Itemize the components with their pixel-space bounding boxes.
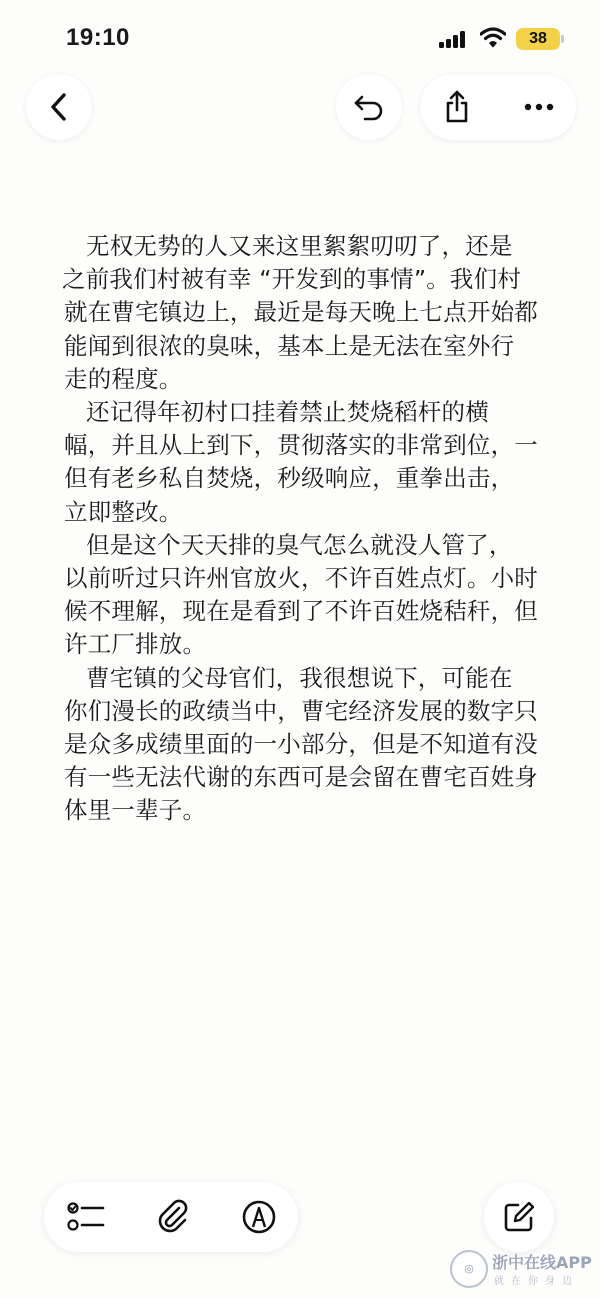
watermark-title: 浙中在线APP xyxy=(492,1253,592,1272)
more-horizontal-icon xyxy=(524,103,554,111)
battery-indicator: 38 xyxy=(516,28,560,50)
note-line: 立即整改。 xyxy=(64,497,183,526)
chevron-left-icon xyxy=(48,92,70,122)
status-time: 19:10 xyxy=(66,24,130,51)
note-body[interactable] xyxy=(64,230,584,828)
status-bar xyxy=(0,0,600,80)
markup-button[interactable] xyxy=(224,1182,294,1252)
undo-icon xyxy=(353,93,385,121)
share-icon xyxy=(443,90,471,124)
note-line: 曹宅镇的父母官们，我很想说下，可能在 xyxy=(86,663,513,692)
watermark xyxy=(448,1248,598,1290)
actions-group xyxy=(420,74,576,140)
note-line: 无权无势的人又来这里絮絮叨叨了，还是 xyxy=(86,232,513,260)
note-line: 许工厂排放。 xyxy=(64,630,207,659)
watermark-logo-icon: ◎ xyxy=(450,1250,488,1288)
watermark-subtitle: 就在你身边 xyxy=(494,1276,579,1287)
note-line: 走的程度。 xyxy=(64,364,183,393)
compose-button[interactable] xyxy=(484,1182,554,1252)
note-line: 但有老乡私自焚烧，秒级响应，重拳出击， xyxy=(64,464,515,493)
paperclip-icon xyxy=(157,1199,189,1235)
note-line: 就在曹宅镇边上，最近是每天晚上七点开始都 xyxy=(64,298,538,327)
note-line: 有一些无法代谢的东西可是会留在曹宅百姓身 xyxy=(64,763,538,792)
note-line: 但是这个天天排的臭气怎么就没人管了， xyxy=(86,530,513,559)
share-button[interactable] xyxy=(422,74,492,140)
cellular-signal-icon xyxy=(439,30,469,48)
note-line: 候不理解，现在是看到了不许百姓烧秸秆，但 xyxy=(64,597,538,626)
note-line: 是众多成绩里面的一小部分，但是不知道有没 xyxy=(64,730,538,759)
markup-pen-icon xyxy=(241,1199,277,1235)
note-line: 体里一辈子。 xyxy=(64,796,207,825)
checklist-button[interactable] xyxy=(52,1182,122,1252)
battery-tip xyxy=(561,35,564,43)
undo-button[interactable] xyxy=(336,74,402,140)
back-button[interactable] xyxy=(26,74,92,140)
more-button[interactable] xyxy=(504,74,574,140)
note-line: 还记得年初村口挂着禁止焚烧稻杆的横 xyxy=(86,398,489,427)
note-line: 能闻到很浓的臭味，基本上是无法在室外行 xyxy=(64,331,515,360)
note-line: 之前我们村被有幸 “开发到的事情”。我们村 xyxy=(62,265,522,294)
note-line: 你们漫长的政绩当中，曹宅经济发展的数字只 xyxy=(64,696,538,725)
compose-icon xyxy=(502,1200,536,1234)
note-line: 以前听过只许州官放火，不许百姓点灯。小时 xyxy=(64,564,538,593)
checklist-icon xyxy=(67,1200,107,1234)
attachment-button[interactable] xyxy=(138,1182,208,1252)
bottom-toolbar xyxy=(44,1182,298,1252)
wifi-icon xyxy=(480,26,506,48)
note-line: 幅，并且从上到下，贯彻落实的非常到位，一 xyxy=(64,431,538,460)
